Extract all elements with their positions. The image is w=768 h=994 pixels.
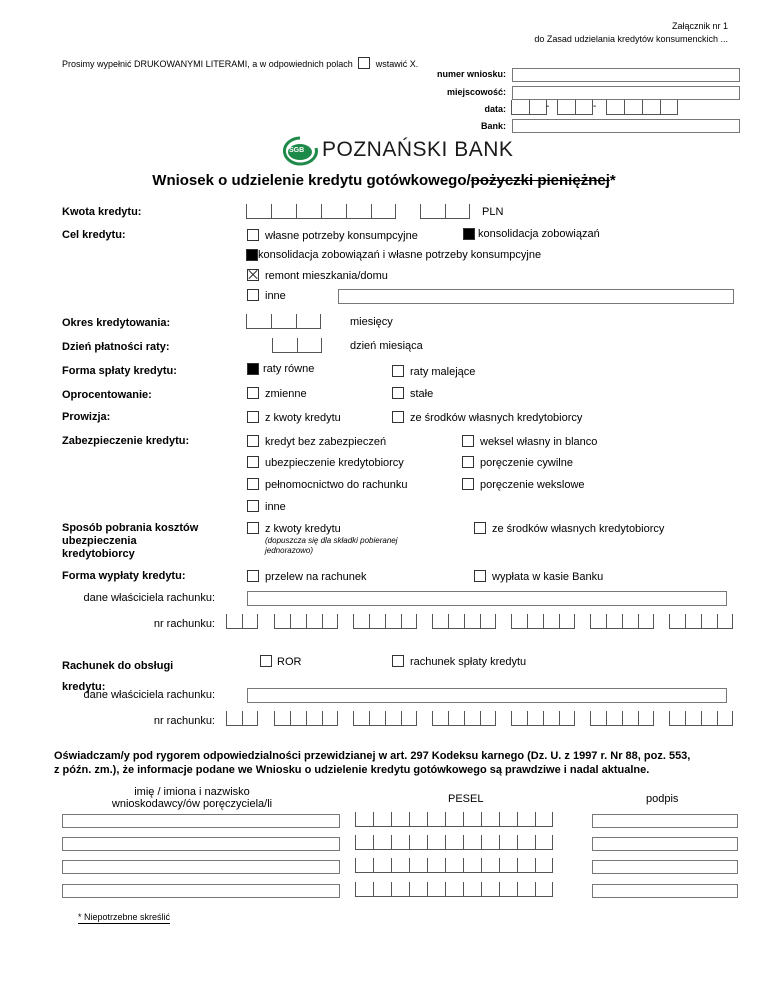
date-month-cells[interactable] xyxy=(557,100,593,115)
footnote: * Niepotrzebne skreślić xyxy=(78,912,171,922)
declaration-line-2: z późn. zm.), że informacje podane we Wniosku o udzielenie kredytu gotówkowego są prawdziwe i nadal aktualne. xyxy=(54,764,650,776)
payout-owner-label: dane właściciela rachunku: xyxy=(83,592,215,604)
payout-account-label: nr rachunku: xyxy=(153,618,215,630)
place-field[interactable] xyxy=(512,86,740,100)
annex-line-1: Załącznik nr 1 xyxy=(671,21,728,31)
payout-cash-checkbox[interactable] xyxy=(474,570,486,582)
logo-badge: SGB xyxy=(289,147,305,154)
insurance-note xyxy=(265,536,398,556)
commission-label: Prowizja: xyxy=(62,411,111,423)
service-account-label-l2: kredytu: xyxy=(62,681,106,693)
signatures-name-header-l2: wnioskodawcy/ów poręczyciela/li xyxy=(111,798,273,810)
service-ror-checkbox[interactable] xyxy=(260,655,272,667)
purpose-renovation-checkbox[interactable] xyxy=(247,269,259,281)
instruction-before: Prosimy wypełnić DRUKOWANYMI LITERAMI, a w odpowiednich polach xyxy=(62,59,353,69)
interest-label: Oprocentowanie: xyxy=(62,389,152,401)
signatory-3-pesel-cells[interactable] xyxy=(355,858,553,873)
insurance-cost-label xyxy=(62,522,198,561)
signatory-2-pesel-cells[interactable] xyxy=(355,835,553,850)
signatory-3-name-field[interactable] xyxy=(62,860,340,874)
purpose-consolidation-own-checkbox[interactable] xyxy=(246,249,258,261)
service-repayment-label: rachunek spłaty kredytu xyxy=(410,656,527,668)
collateral-civil-guarantee-checkbox[interactable] xyxy=(462,456,474,468)
insurance-cost-label-l1: Sposób pobrania kosztów xyxy=(62,522,199,534)
declaration xyxy=(54,749,744,777)
collateral-none-checkbox[interactable] xyxy=(247,435,259,447)
insurance-note-l2: jednorazowo) xyxy=(265,546,314,555)
declaration-line-1: Oświadczam/y pod rygorem odpowiedzialności przewidzianej w art. 297 Kodeksu karnego (Dz. U. z 1997 r. Nr 88, poz. 553, xyxy=(54,750,691,762)
period-unit: miesięcy xyxy=(350,316,393,328)
service-repayment-checkbox[interactable] xyxy=(392,655,404,667)
collateral-poa-label: pełnomocnictwo do rachunku xyxy=(265,479,408,491)
collateral-bill-guarantee-checkbox[interactable] xyxy=(462,478,474,490)
purpose-label: Cel kredytu: xyxy=(62,229,126,241)
commission-from-amount-checkbox[interactable] xyxy=(247,411,259,423)
collateral-other-label: inne xyxy=(265,501,286,513)
application-number-field[interactable] xyxy=(512,68,740,82)
application-number-label: numer wniosku: xyxy=(436,69,506,79)
signatory-4-pesel-cells[interactable] xyxy=(355,882,553,897)
repayment-equal-checkbox[interactable] xyxy=(247,363,259,375)
bank-logo-icon xyxy=(280,136,320,166)
service-owner-label: dane właściciela rachunku: xyxy=(83,689,215,701)
payout-owner-field[interactable] xyxy=(247,591,727,606)
payout-transfer-label: przelew na rachunek xyxy=(265,571,367,583)
service-account-nr-label: nr rachunku: xyxy=(153,715,215,727)
bank-label: Bank: xyxy=(480,121,506,131)
signatures-pesel-header: PESEL xyxy=(448,793,484,805)
bank-field[interactable] xyxy=(512,119,740,133)
amount-decimal-cells[interactable] xyxy=(420,204,470,219)
repayment-equal-label: raty równe xyxy=(263,363,315,375)
page-title xyxy=(0,172,768,189)
date-day-cells[interactable] xyxy=(511,100,550,115)
collateral-bill-checkbox[interactable] xyxy=(462,435,474,447)
collateral-poa-checkbox[interactable] xyxy=(247,478,259,490)
service-owner-field[interactable] xyxy=(247,688,727,703)
repayment-decreasing-label: raty malejące xyxy=(410,366,476,378)
collateral-bill-guarantee-label: poręczenie wekslowe xyxy=(480,479,585,491)
signatory-4-name-field[interactable] xyxy=(62,884,340,898)
amount-cells[interactable] xyxy=(246,204,396,219)
signatory-2-name-field[interactable] xyxy=(62,837,340,851)
signatory-1-signature-field[interactable] xyxy=(592,814,738,828)
payout-transfer-checkbox[interactable] xyxy=(247,570,259,582)
date-dash-2: - xyxy=(593,101,597,112)
service-ror-label: ROR xyxy=(277,656,302,668)
instruction xyxy=(62,57,418,69)
currency-label: PLN xyxy=(482,206,504,218)
amount-label: Kwota kredytu: xyxy=(62,206,142,218)
collateral-civil-guarantee-label: poręczenie cywilne xyxy=(480,457,573,469)
purpose-consolidation-label: konsolidacja zobowiązań xyxy=(478,228,600,240)
interest-fixed-checkbox[interactable] xyxy=(392,387,404,399)
repayment-decreasing-checkbox[interactable] xyxy=(392,365,404,377)
insurance-cost-label-l2: ubezpieczenia xyxy=(62,535,137,547)
insurance-own-funds-checkbox[interactable] xyxy=(474,522,486,534)
insurance-from-amount-label: z kwoty kredytu xyxy=(265,523,341,535)
signatures-name-header-l1: imię / imiona i nazwisko xyxy=(134,786,250,798)
place-label: miejscowość: xyxy=(446,87,506,97)
interest-variable-label: zmienne xyxy=(265,388,307,400)
instruction-checkbox-sample xyxy=(358,57,370,69)
collateral-other-checkbox[interactable] xyxy=(247,500,259,512)
payday-cells[interactable] xyxy=(272,338,322,353)
purpose-consolidation-checkbox[interactable] xyxy=(463,228,475,240)
date-year-cells[interactable] xyxy=(606,100,678,115)
date-label: data: xyxy=(484,104,506,114)
signatory-1-pesel-cells[interactable] xyxy=(355,812,553,827)
payday-label: Dzień płatności raty: xyxy=(62,341,170,353)
purpose-own-needs-label: własne potrzeby konsumpcyjne xyxy=(265,230,418,242)
bank-logo-name: POZNAŃSKI BANK xyxy=(322,138,514,161)
collateral-insurance-label: ubezpieczenie kredytobiorcy xyxy=(265,457,404,469)
collateral-none-label: kredyt bez zabezpieczeń xyxy=(265,436,387,448)
period-label: Okres kredytowania: xyxy=(62,317,171,329)
signatures-name-header xyxy=(62,786,322,810)
purpose-renovation-label: remont mieszkania/domu xyxy=(265,270,388,282)
payday-unit: dzień miesiąca xyxy=(350,340,423,352)
signatures-signature-header: podpis xyxy=(646,793,679,805)
payout-label: Forma wypłaty kredytu: xyxy=(62,570,186,582)
collateral-label: Zabezpieczenie kredytu: xyxy=(62,435,190,447)
repayment-label: Forma spłaty kredytu: xyxy=(62,365,177,377)
title-main: Wniosek o udzielenie kredytu gotówkowego/ xyxy=(152,172,471,189)
period-cells[interactable] xyxy=(246,314,321,329)
insurance-own-funds-label: ze środków własnych kredytobiorcy xyxy=(492,523,665,535)
payout-cash-label: wypłata w kasie Banku xyxy=(492,571,604,583)
collateral-insurance-checkbox[interactable] xyxy=(247,456,259,468)
signatory-2-signature-field[interactable] xyxy=(592,837,738,851)
commission-own-funds-checkbox[interactable] xyxy=(392,411,404,423)
purpose-consolidation-own-label: konsolidacja zobowiązań i własne potrzeby konsumpcyjne xyxy=(258,249,542,261)
annex-line-2: do Zasad udzielania kredytów konsumenckich ... xyxy=(534,34,728,44)
service-account-label-l1: Rachunek do obsługi xyxy=(62,660,174,672)
signatory-4-signature-field[interactable] xyxy=(592,884,738,898)
insurance-from-amount-checkbox[interactable] xyxy=(247,522,259,534)
collateral-bill-label: weksel własny in blanco xyxy=(480,436,598,448)
interest-fixed-label: stałe xyxy=(410,388,434,400)
signatory-3-signature-field[interactable] xyxy=(592,860,738,874)
title-suffix: * xyxy=(609,172,616,189)
insurance-cost-label-l3: kredytobiorcy xyxy=(62,548,135,560)
commission-own-funds-label: ze środków własnych kredytobiorcy xyxy=(410,412,583,424)
title-struck: pożyczki pieniężnej xyxy=(470,172,610,189)
insurance-note-l1: (dopuszcza się dla składki pobieranej xyxy=(265,536,398,545)
instruction-after: wstawić X. xyxy=(375,59,419,69)
date-dash-1: - xyxy=(546,101,550,112)
commission-from-amount-label: z kwoty kredytu xyxy=(265,412,341,424)
purpose-other-checkbox[interactable] xyxy=(247,289,259,301)
purpose-other-field[interactable] xyxy=(338,289,734,304)
interest-variable-checkbox[interactable] xyxy=(247,387,259,399)
purpose-other-label: inne xyxy=(265,290,286,302)
purpose-own-needs-checkbox[interactable] xyxy=(247,229,259,241)
signatory-1-name-field[interactable] xyxy=(62,814,340,828)
